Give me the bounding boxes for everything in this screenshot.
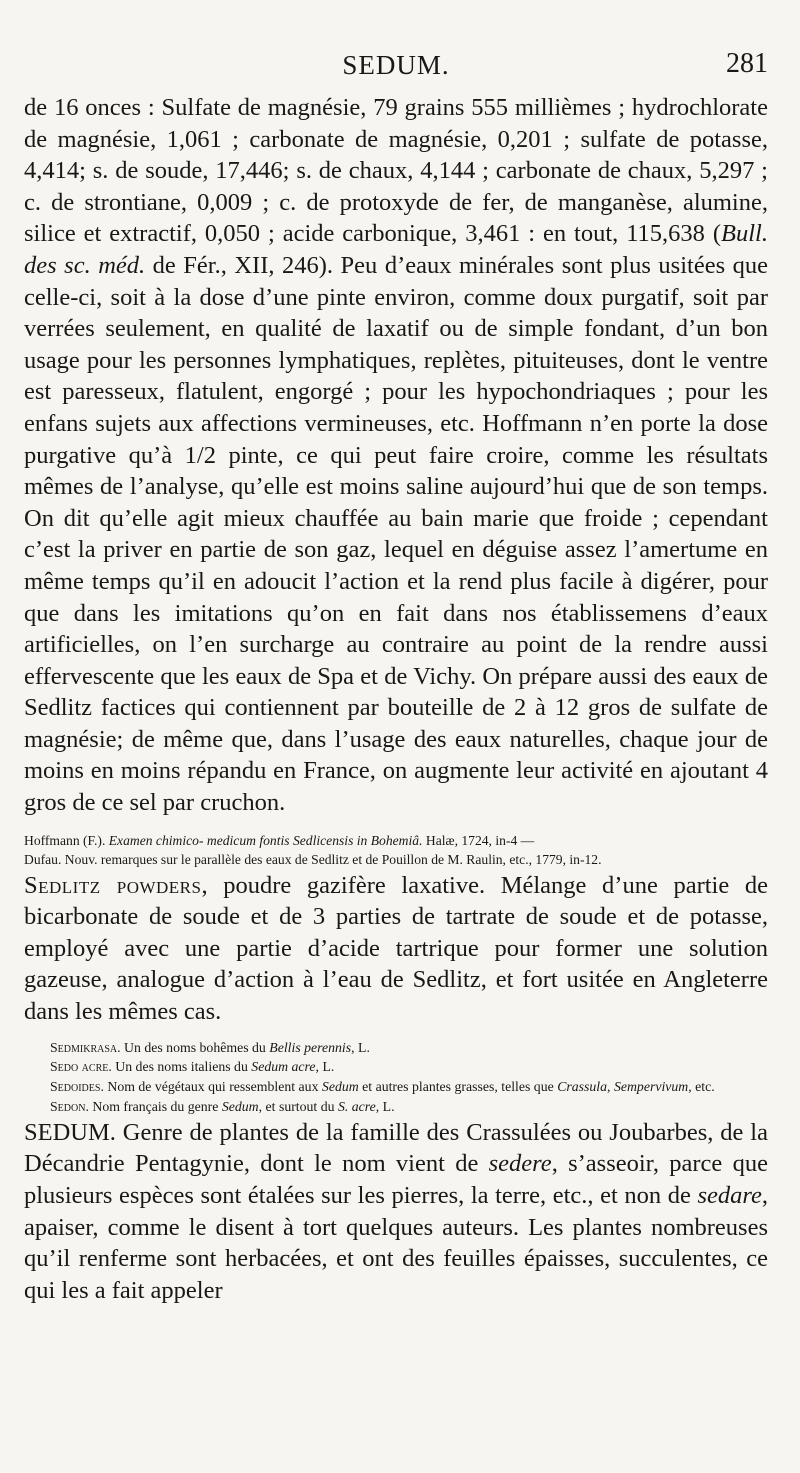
running-header <box>24 0 768 92</box>
entry-sedlitz-powders <box>24 870 768 1028</box>
short-entries <box>24 1038 768 1117</box>
reference-author: Dufau. <box>24 852 62 868</box>
entry-term: SEDUM. <box>24 1118 116 1146</box>
entry-italic: Bellis perennis <box>269 1039 352 1055</box>
paragraph-text-continued: de Fér., XII, 246). Peu d’eaux minérales sont plus usitées que celle-ci, soit à la dose d’une pinte environ, comme doux purgatif, soit par verrées seulement, en qualité de laxatif ou de simple fondant, d’un bon usage pour les personnes lymphatiques, replètes, pituiteuses, dont le ventre est paresseux, flatulent, engorgé ; pour les hypochondriaques ; pour les enfans sujets aux affections vermineuses, etc. Hoffmann n’en porte la dose purgative qu’à 1/2 pinte, ce qui peut faire croire, comme les résultats mêmes de l’analyse, qu’elle est moins saline aujourd’hui que de son temps. On dit qu’elle agit mieux chauffée au bain marie que froide ; cependant c’est la priver en partie de son gaz, lequel en déguise assez l’amertume en même temps qu’il en adoucit l’action et la rend plus facile à digérer, pour que dans les imitations qu’on en fait dans nos établissemens d’eaux artificielles, on l’en surcharge au contraire au point de la rendre aussi effervescente que les eaux de Spa et de Vichy. On prépare aussi des eaux de Sedlitz factices qui contiennent par bouteille de 2 à 12 gros de sulfate de magnésie; de même que, dans l’usage des eaux naturelles, chaque jour de moins en moins répandu en France, on augmente leur activité en ajoutant 4 gros de ce sel par cruchon. <box>24 251 768 817</box>
entry-italic: S. acre <box>337 1099 376 1115</box>
entry-text: Nom de végétaux qui ressemblent aux <box>103 1079 322 1095</box>
short-entry <box>24 1057 768 1077</box>
entry-text: et autres plantes grasses, telles que <box>358 1079 558 1095</box>
page <box>24 0 768 1306</box>
entry-italic: sedare <box>697 1182 762 1209</box>
entry-text: , L. <box>351 1039 370 1055</box>
entry-sedum <box>24 1117 768 1307</box>
entry-text: Nom français du genre <box>88 1099 222 1115</box>
page-body <box>24 92 768 1306</box>
reference-item <box>24 850 768 870</box>
entry-term: Sedoides. <box>50 1079 104 1095</box>
entry-text: Un des noms italiens du <box>111 1059 252 1075</box>
paragraph-text: de 16 onces : Sulfate de magnésie, 79 grains 555 millièmes ; hydrochlorate de magnésie, 1,061 ; carbonate de magnésie, 0,201 ; sulfate de potasse, 4,414; s. de soude, 17,446; s. de chaux, 4,144 ; carbonate de chaux, 5,297 ; c. de strontiane, 0,009 ; c. de protoxyde de fer, de manganèse, alumine, silice et extractif, 0,050 ; acide carbonique, 3,461 : en tout, 115,638 ( <box>24 94 768 248</box>
reference-details: Halæ, 1724, in-4 — <box>425 832 535 848</box>
entry-text: , <box>607 1079 614 1095</box>
entry-text: , L. <box>315 1059 335 1075</box>
entry-term: Sedo acre. <box>50 1059 112 1075</box>
entry-italic: sedere <box>488 1150 552 1178</box>
paragraph-sedlitz-water <box>24 92 768 819</box>
entry-term: Sedon. <box>50 1099 89 1115</box>
entry-italic: Sempervivum <box>613 1079 689 1095</box>
reference-details: Nouv. remarques sur le parallèle des eaux de Sedlitz et de Pouillon de M. Raulin, etc., 1779, in-12. <box>64 852 602 868</box>
entry-italic: Sedum acre <box>251 1059 316 1075</box>
entry-text: , apaiser, comme le disent à tort quelques auteurs. Les plantes nombreuses qu’il renferme sont herbacées, et ont des feuilles épaisses, succulentes, ce qui les a fait appeler <box>24 1182 768 1304</box>
entry-italic: Sedum <box>321 1079 359 1095</box>
entry-text: Genre de plantes de la famille des Crassulées ou Joubarbes, de la Décandrie Pentagynie, dont le nom vient de <box>24 1118 768 1178</box>
entry-term: Sedmikrasa. <box>50 1039 121 1055</box>
short-entry <box>24 1038 768 1058</box>
entry-italic: Sedum <box>221 1099 259 1115</box>
references <box>24 831 768 870</box>
short-entry <box>24 1097 768 1117</box>
entry-text: , et surtout du <box>258 1099 338 1115</box>
entry-text: Un des noms bohêmes du <box>120 1039 270 1055</box>
page-number: 281 <box>726 48 768 79</box>
short-entry <box>24 1077 768 1097</box>
entry-text: , poudre gazifère laxative. Mélange d’une partie de bicarbonate de soude et de 3 parties de tartrate de soude et de potasse, employé avec une partie d’acide tartrique pour former une solution gazeuse, analogue d’action à l’eau de Sedlitz, et fort usitée en Angleterre dans les mêmes cas. <box>24 871 768 1026</box>
entry-text: , s’asseoir, parce que plusieurs espèces sont étalées sur les pierres, la terre, etc., et non de <box>24 1150 768 1209</box>
reference-title: Examen chimico- medicum fontis Sedlicensis in Bohemiâ. <box>108 832 423 848</box>
entry-text: , L. <box>375 1099 395 1115</box>
citation-title: Bull. des sc. méd. <box>24 220 768 279</box>
reference-item <box>24 831 768 851</box>
entry-italic: Crassula <box>557 1079 608 1095</box>
running-title: SEDUM. <box>342 50 450 80</box>
entry-term: Sedlitz powders <box>24 871 202 899</box>
reference-author: Hoffmann (F.). <box>24 832 106 848</box>
entry-text: , etc. <box>688 1079 715 1095</box>
